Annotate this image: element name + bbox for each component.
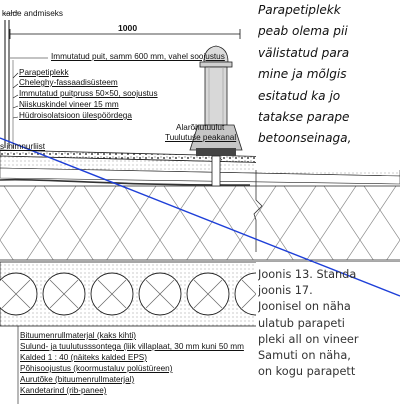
body-text-line: välistatud para [258, 45, 350, 60]
body-text-line: peab olema pii [258, 24, 348, 39]
parapet-wall-lines [5, 20, 13, 148]
label-vent-channel: Tuulutuse peakanal [165, 133, 237, 142]
caption-line: Joonisel on näha [258, 300, 351, 314]
label-plywood: Niiskuskindel vineer 15 mm [19, 100, 119, 109]
label-batten: Immutatud puit, samm 600 mm, vahel soojustus [51, 52, 225, 61]
label-waterproofing: Hüdroisolatsioon ülespöördega [19, 111, 132, 120]
label-timber-batten: Immutatud puitpruss 50×50, soojustus [19, 89, 158, 98]
body-text [258, 0, 400, 150]
body-text-line: esitatud ka jo [258, 88, 341, 103]
figure-caption [258, 267, 400, 380]
label-layer-membrane: Bituumenrullmaterjal (kaks kihti) [20, 331, 137, 340]
body-text-line: betoonseinaga, [258, 131, 352, 146]
body-text-line: tatakse parape [258, 110, 350, 125]
caption-line: on kogu parapett [258, 365, 356, 379]
caption-line: Samuti on näha, [258, 349, 351, 363]
caption-line: joonis 17. [258, 284, 313, 298]
label-facade-system: Cheleghy-fassaadisüsteem [19, 78, 118, 87]
label-roof-edge: s inimnurliist [0, 142, 46, 151]
label-layer-vapour-barrier: Aurutõke (bituumenrullmaterjal) [20, 375, 135, 384]
dimension-label: 1000 [118, 23, 138, 33]
label-layer-insulation-board: Sulund- ja tuulutusssontega (liik villaplaat, 30 mm kuni 50 mm [20, 342, 244, 351]
body-text-line: mine ja mõlgis [258, 67, 347, 82]
caption-line: Joonis 13. Standa [258, 268, 357, 281]
caption-line: ulatub parapeti [258, 316, 345, 330]
label-layer-structure: Kandetarind (rib-panee) [20, 386, 107, 395]
label-layer-slope: Kalded 1 : 40 (näiteks kalded EPS) [20, 353, 147, 362]
label-parapet-flashing: Parapetiplekk [19, 68, 69, 77]
label-layer-main-insulation: Põhisoojustus (koormustaluv polüstüreen) [20, 364, 173, 373]
label-slope-note: kalde andmiseks [2, 9, 63, 18]
caption-line: pleki all on vineer [258, 332, 359, 346]
body-text-line: Parapetiplekk [258, 3, 341, 17]
label-pressure-vent: Alarõhutuulut [176, 123, 225, 132]
